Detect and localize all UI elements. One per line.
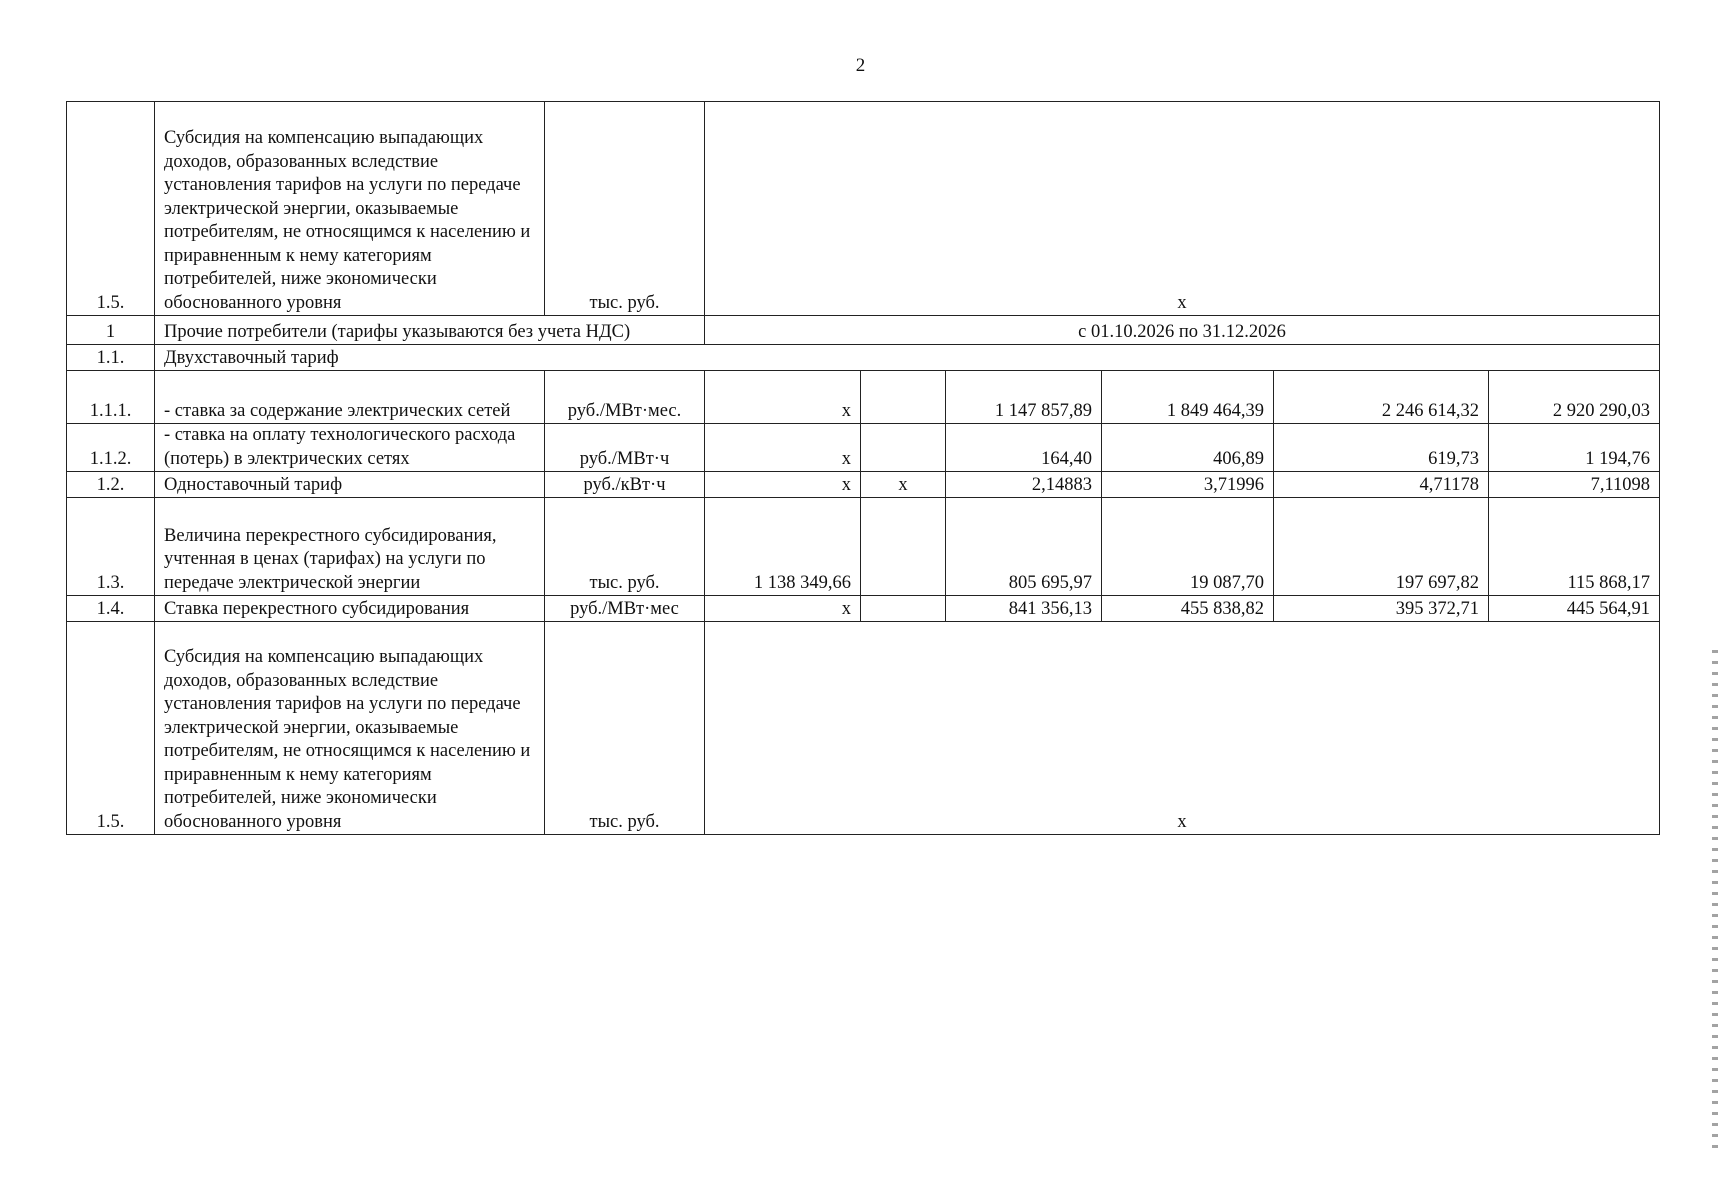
row-name: - ставка за содержание электрических сетей <box>155 371 545 424</box>
row-number: 1 <box>67 316 155 345</box>
value-cell: 3,71996 <box>1102 472 1274 498</box>
row-unit: руб./кВт·ч <box>545 472 705 498</box>
row-value-merged: x <box>705 622 1660 835</box>
value-cell: 1 194,76 <box>1489 424 1660 472</box>
value-cell: 115 868,17 <box>1489 498 1660 596</box>
table-row-1-2 <box>67 472 1660 498</box>
value-cell <box>861 424 946 472</box>
table-row-1-1-1 <box>67 371 1660 424</box>
value-cell: 455 838,82 <box>1102 596 1274 622</box>
row-unit: руб./МВт·ч <box>545 424 705 472</box>
row-unit: тыс. руб. <box>545 102 705 316</box>
page-number: 2 <box>855 55 866 76</box>
value-cell: 1 147 857,89 <box>946 371 1102 424</box>
value-cell: x <box>861 472 946 498</box>
row-number: 1.5. <box>67 102 155 316</box>
category-name: Прочие потребители (тарифы указываются без учета НДС) <box>155 316 705 345</box>
table-row-1-3 <box>67 498 1660 596</box>
value-cell: x <box>705 424 861 472</box>
row-unit: руб./МВт·мес. <box>545 371 705 424</box>
row-number: 1.1.2. <box>67 424 155 472</box>
table-row-1-5-top <box>67 102 1660 316</box>
value-cell <box>861 498 946 596</box>
row-name: Одноставочный тариф <box>155 472 545 498</box>
row-value-merged: x <box>705 102 1660 316</box>
value-cell <box>861 371 946 424</box>
value-cell: 445 564,91 <box>1489 596 1660 622</box>
row-name: - ставка на оплату технологического расхода (потерь) в электрических сетях <box>155 424 545 472</box>
value-cell: 4,71178 <box>1274 472 1489 498</box>
value-cell: 2 920 290,03 <box>1489 371 1660 424</box>
value-cell: 406,89 <box>1102 424 1274 472</box>
value-cell: 2 246 614,32 <box>1274 371 1489 424</box>
value-cell: 395 372,71 <box>1274 596 1489 622</box>
row-unit: тыс. руб. <box>545 498 705 596</box>
value-cell: 619,73 <box>1274 424 1489 472</box>
value-cell: 841 356,13 <box>946 596 1102 622</box>
table-row-1-5-bottom <box>67 622 1660 835</box>
scan-edge-marks <box>1712 650 1718 1150</box>
table-row-category <box>67 316 1660 345</box>
row-number: 1.3. <box>67 498 155 596</box>
table-row-1-1-2 <box>67 424 1660 472</box>
row-unit: руб./МВт·мес <box>545 596 705 622</box>
value-cell: 1 849 464,39 <box>1102 371 1274 424</box>
value-cell: 2,14883 <box>946 472 1102 498</box>
value-cell: 7,11098 <box>1489 472 1660 498</box>
row-number: 1.2. <box>67 472 155 498</box>
row-name: Ставка перекрестного субсидирования <box>155 596 545 622</box>
value-cell: 164,40 <box>946 424 1102 472</box>
value-cell: 19 087,70 <box>1102 498 1274 596</box>
value-cell: 805 695,97 <box>946 498 1102 596</box>
row-name: Двухставочный тариф <box>155 345 1660 371</box>
tariff-table <box>66 101 1660 835</box>
row-number: 1.4. <box>67 596 155 622</box>
row-number: 1.1. <box>67 345 155 371</box>
row-name: Субсидия на компенсацию выпадающих доходов, образованных вследствие установления тарифов на услуги по передаче электрической энергии, оказываемые потребителям, не относящимся к населению и приравненным к нему категориям потребителей, ниже экономически обоснованного уровня <box>155 102 545 316</box>
value-cell: x <box>705 472 861 498</box>
row-unit: тыс. руб. <box>545 622 705 835</box>
value-cell <box>861 596 946 622</box>
row-number: 1.5. <box>67 622 155 835</box>
value-cell: 1 138 349,66 <box>705 498 861 596</box>
row-number: 1.1.1. <box>67 371 155 424</box>
row-name: Субсидия на компенсацию выпадающих доходов, образованных вследствие установления тарифов на услуги по передаче электрической энергии, оказываемые потребителям, не относящимся к населению и приравненным к нему категориям потребителей, ниже экономически обоснованного уровня <box>155 622 545 835</box>
value-cell: x <box>705 371 861 424</box>
row-name: Величина перекрестного субсидирования, учтенная в ценах (тарифах) на услуги по передаче электрической энергии <box>155 498 545 596</box>
table-row-1-1 <box>67 345 1660 371</box>
category-period: с 01.10.2026 по 31.12.2026 <box>705 316 1660 345</box>
value-cell: 197 697,82 <box>1274 498 1489 596</box>
value-cell: x <box>705 596 861 622</box>
table-row-1-4 <box>67 596 1660 622</box>
